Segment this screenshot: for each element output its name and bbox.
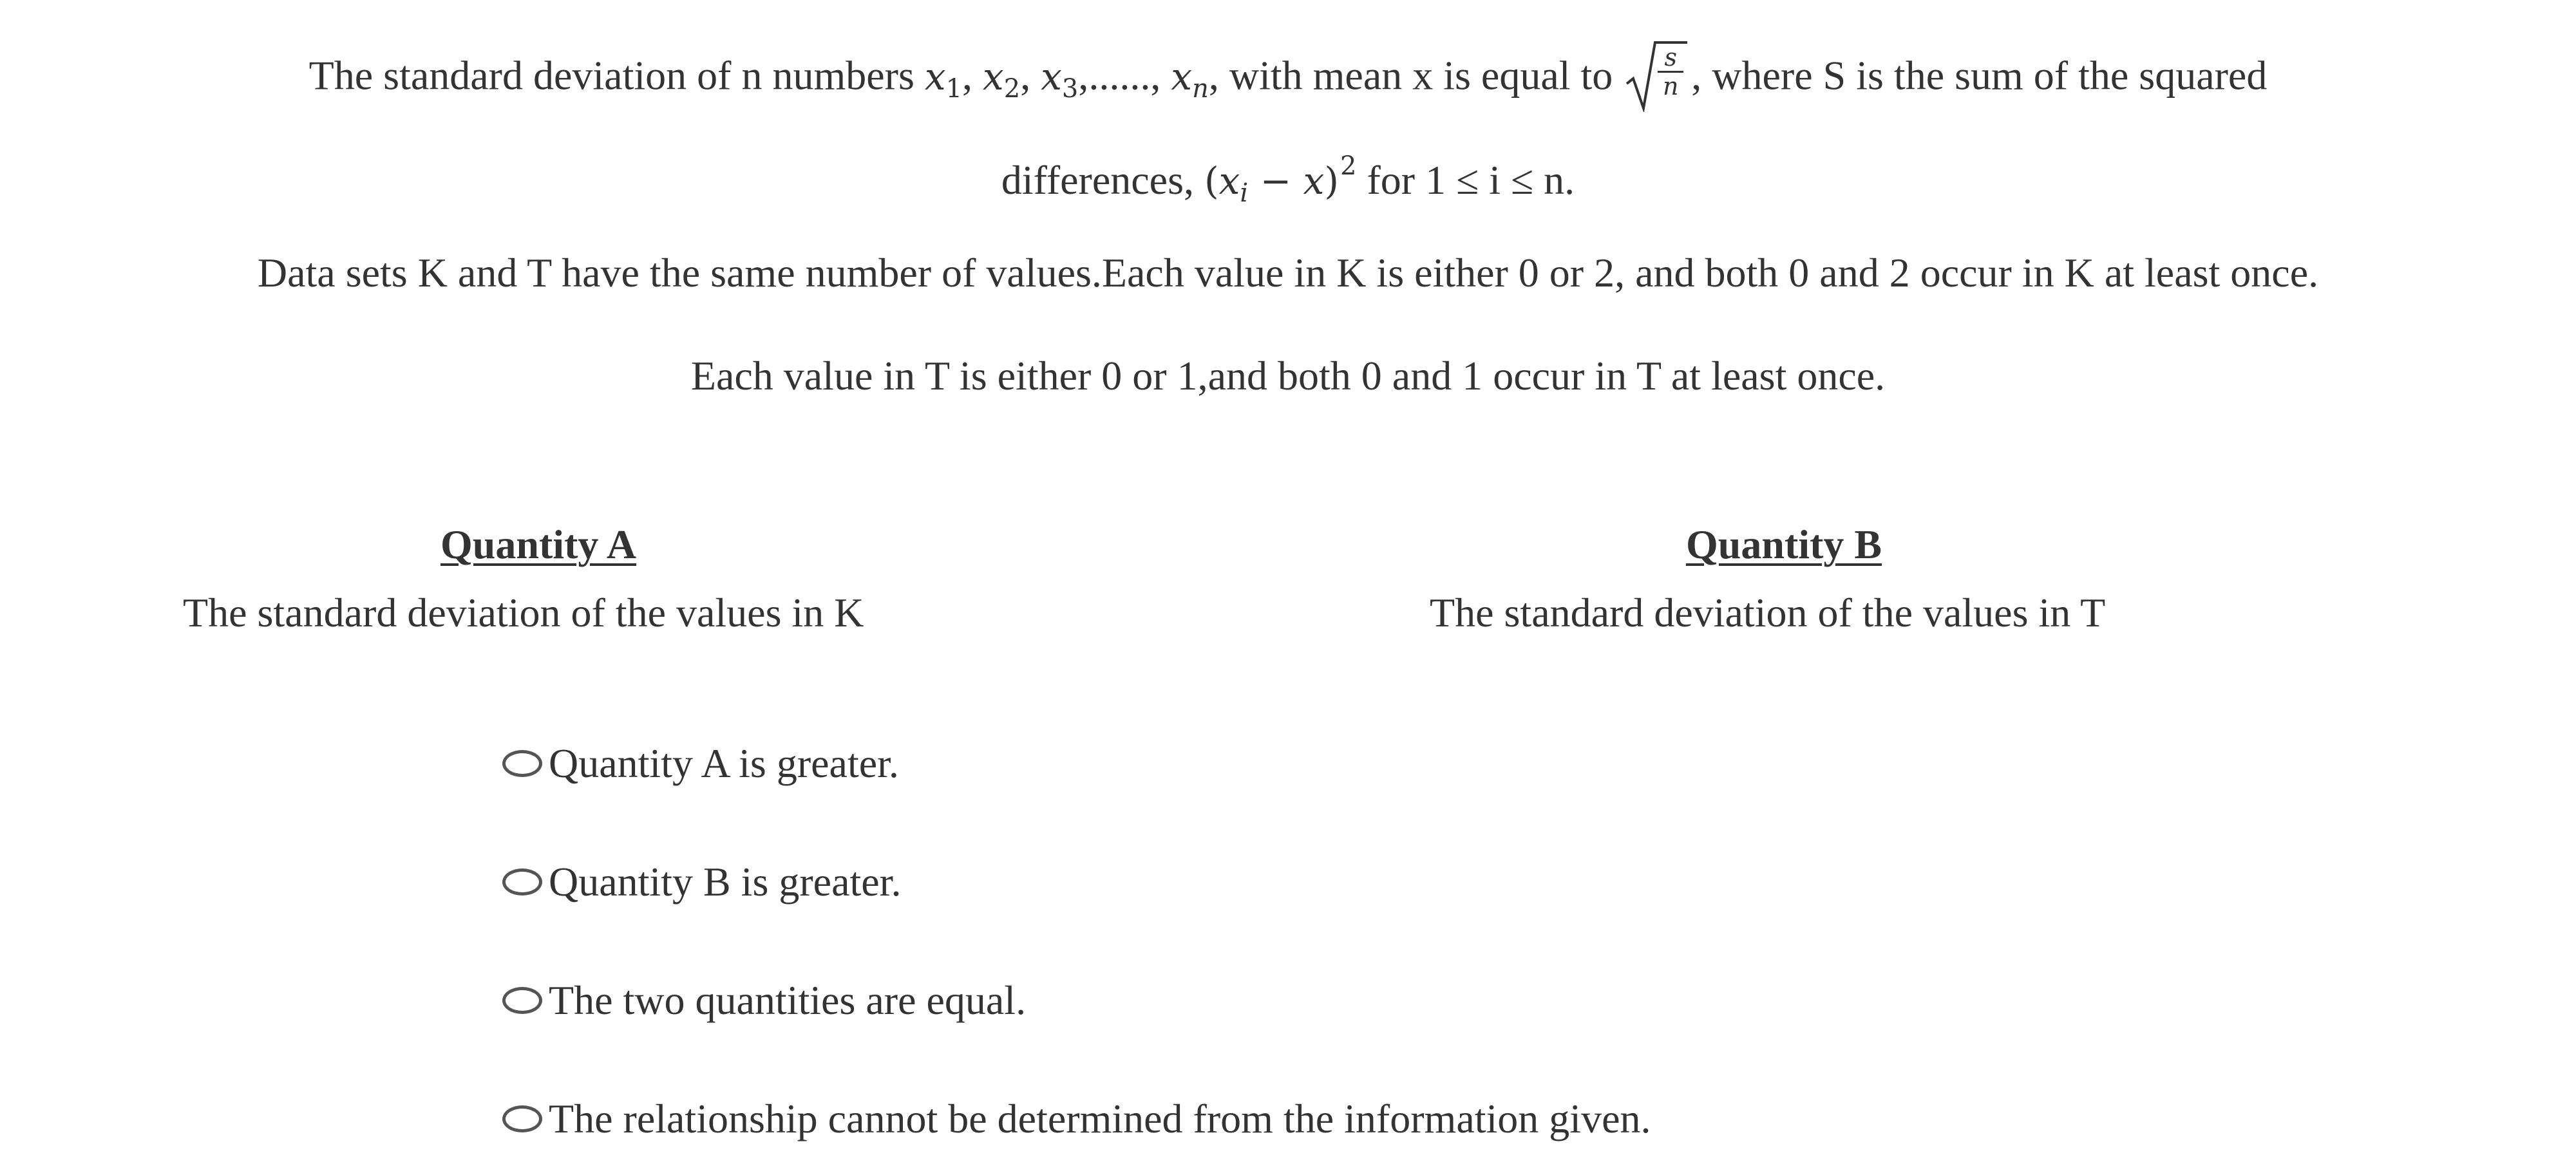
question-mid-text: , with mean x is equal to — [1208, 52, 1613, 99]
option-label: The relationship cannot be determined from the information given. — [549, 1096, 1651, 1141]
quantity-b-title: Quantity B — [1686, 521, 1882, 567]
math-x1: $x_1$ — [924, 54, 963, 104]
question-line-2 — [0, 151, 2576, 211]
separator-2: , — [1020, 52, 1041, 99]
answer-option-b-greater[interactable] — [502, 853, 901, 911]
squared-difference-expression: $(x_i - x)$ — [1204, 159, 1339, 208]
quantity-a-description: The standard deviation of the values in K — [183, 590, 864, 635]
radio-button[interactable] — [502, 987, 542, 1014]
radio-button[interactable] — [502, 868, 542, 896]
option-label: Quantity B is greater. — [549, 859, 902, 905]
answer-option-a-greater[interactable] — [502, 735, 899, 793]
math-x3: $x_3$ — [1041, 54, 1079, 104]
ellipsis: ,......, — [1078, 52, 1171, 99]
question-line-3: Data sets K and T have the same number of values.Each value in K is either 0 or 2, and both 0 and 2 occur in K at least once. — [257, 250, 2319, 296]
question-line-1 — [0, 44, 2576, 116]
question-line-4: Each value in T is either 0 or 1,and both 0 and 1 occur in T at least once. — [690, 353, 1886, 399]
fraction-s-over-n — [1658, 44, 1683, 100]
option-label: The two quantities are equal. — [549, 977, 1027, 1023]
quantity-b-description: The standard deviation of the values in T — [1430, 590, 2106, 635]
differences-text: differences, — [1001, 157, 1204, 203]
exponent-2: 2 — [1340, 151, 1357, 181]
radio-button[interactable] — [502, 750, 542, 777]
answer-option-equal[interactable] — [502, 971, 1026, 1029]
fraction-numerator: s — [1658, 44, 1683, 73]
range-text: for 1 ≤ i ≤ n. — [1356, 157, 1575, 203]
quantity-a-title: Quantity A — [440, 521, 637, 567]
question-intro-text: The standard deviation of n numbers — [308, 52, 914, 99]
option-label: Quantity A is greater. — [549, 740, 899, 786]
square-root-formula — [1625, 40, 1689, 112]
math-x2: $x_2$ — [983, 54, 1021, 104]
answer-option-cannot-determine[interactable] — [502, 1090, 1651, 1148]
question-end-text: , where S is the sum of the squared — [1691, 52, 2268, 99]
fraction-denominator: n — [1663, 72, 1679, 100]
separator-1: , — [962, 52, 983, 99]
math-xn: $x_n$ — [1171, 54, 1209, 104]
radio-button[interactable] — [502, 1105, 542, 1132]
